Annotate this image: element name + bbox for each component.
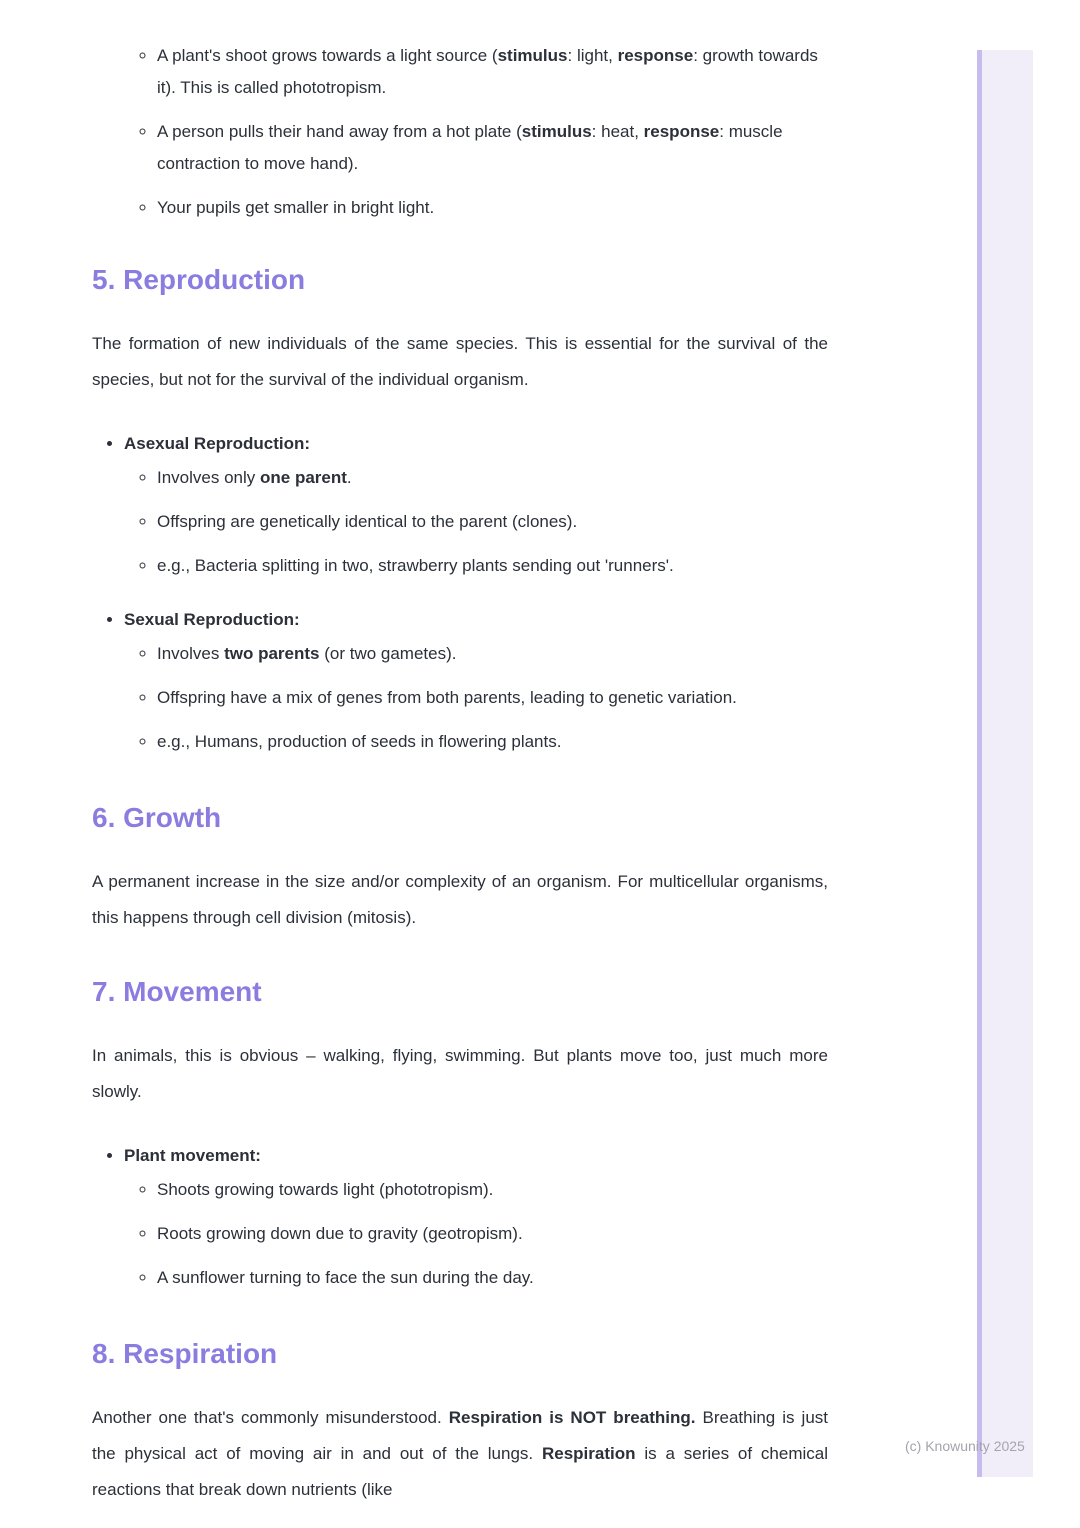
text-run: Shoots growing towards light (phototropism). (157, 1180, 494, 1199)
list-item-title: Sexual Reproduction: (124, 610, 300, 629)
section-heading-growth: 6. Growth (92, 802, 222, 833)
reproduction-list (92, 428, 828, 758)
nested-list (124, 462, 828, 582)
text-run: A permanent increase in the size and/or complexity of an organism. For multicellular organisms, this happens through cell division (mitosis). (92, 872, 828, 927)
text-run: is a series of chemical reactions that break down nutrients (like (92, 1444, 829, 1499)
list-item (157, 462, 828, 494)
bold-text-run: one parent (260, 468, 347, 487)
text-run: A person pulls their hand away from a hot plate ( (157, 122, 522, 141)
list-item-title: Plant movement: (124, 1146, 261, 1165)
text-run: Offspring have a mix of genes from both parents, leading to genetic variation. (157, 688, 737, 707)
text-run: : growth towards it). This is called phototropism. (157, 46, 818, 97)
bold-text-run: Respiration is NOT breathing. (448, 1408, 696, 1427)
bold-text-run: stimulus (497, 46, 568, 65)
list-item (157, 1262, 828, 1294)
bold-text-run: response (643, 122, 720, 141)
text-run: e.g., Bacteria splitting in two, strawberry plants sending out 'runners'. (157, 556, 674, 575)
text-run: Roots growing down due to gravity (geotropism). (157, 1224, 523, 1243)
side-rail (977, 50, 1033, 1477)
text-run: Breathing is just the physical act of moving air in and out of the lungs. (92, 1408, 828, 1463)
text-run: Your pupils get smaller in bright light. (157, 198, 435, 217)
list-item (124, 604, 828, 758)
text-run: : heat, (591, 122, 644, 141)
list-item (124, 1140, 828, 1294)
movement-list (92, 1140, 828, 1294)
text-run: . (346, 468, 352, 487)
list-item (157, 638, 828, 670)
section-heading-movement: 7. Movement (92, 976, 262, 1007)
list-item (157, 726, 828, 758)
bold-text-run: response (617, 46, 694, 65)
section-heading-respiration: 8. Respiration (92, 1338, 278, 1369)
movement-paragraph (92, 1038, 828, 1110)
bold-text-run: two parents (224, 644, 320, 663)
document-content (92, 40, 828, 1528)
text-run: : light, (567, 46, 618, 65)
list-item (124, 428, 828, 582)
reproduction-paragraph (92, 326, 828, 398)
text-run: Involves only (157, 468, 260, 487)
side-rail-strip (977, 50, 982, 1477)
nested-list (124, 1174, 828, 1294)
list-item (157, 1218, 828, 1250)
list-item-title: Asexual Reproduction: (124, 434, 311, 453)
stimulus-response-examples (92, 40, 828, 224)
list-item (157, 506, 828, 538)
text-run: In animals, this is obvious – walking, flying, swimming. But plants move too, just much more slowly. (92, 1046, 828, 1101)
list-item (157, 116, 828, 180)
list-item (157, 40, 828, 104)
text-run: The formation of new individuals of the same species. This is essential for the survival of the species, but not for the survival of the individual organism. (92, 334, 828, 389)
text-run: A sunflower turning to face the sun during the day. (157, 1268, 534, 1287)
text-run: : muscle contraction to move hand). (157, 122, 783, 173)
growth-paragraph (92, 864, 828, 936)
bold-text-run: stimulus (521, 122, 592, 141)
list-item (157, 550, 828, 582)
bold-text-run: Respiration (541, 1444, 636, 1463)
list-item (157, 1174, 828, 1206)
nested-list (124, 638, 828, 758)
text-run: Involves (157, 644, 225, 663)
text-run: Offspring are genetically identical to the parent (clones). (157, 512, 578, 531)
text-run: (or two gametes). (319, 644, 457, 663)
list-item (157, 682, 828, 714)
list-item (157, 192, 828, 224)
section-heading-reproduction: 5. Reproduction (92, 264, 306, 295)
respiration-paragraph (92, 1400, 828, 1508)
copyright-footer: (c) Knowunity 2025 (905, 1438, 1025, 1454)
text-run: Another one that's commonly misunderstood. (92, 1408, 449, 1427)
text-run: e.g., Humans, production of seeds in flowering plants. (157, 732, 562, 751)
text-run: A plant's shoot grows towards a light source ( (157, 46, 498, 65)
